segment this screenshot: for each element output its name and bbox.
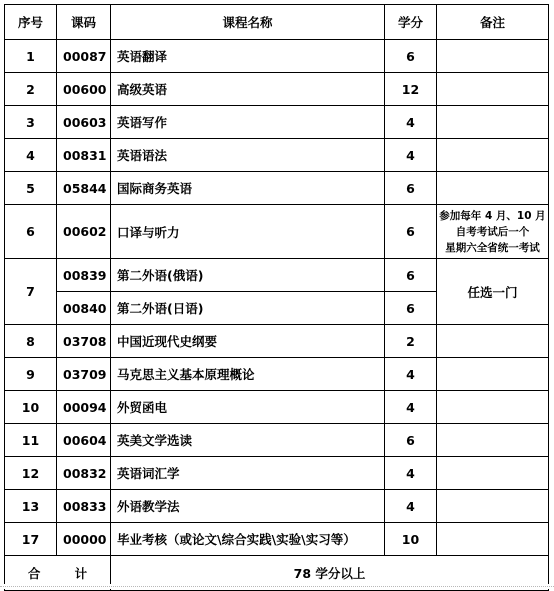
course-name: 英语语法 xyxy=(111,139,385,172)
row-number: 5 xyxy=(5,172,57,205)
course-code: 00839 xyxy=(57,259,111,292)
course-note xyxy=(437,523,549,556)
table-header-row xyxy=(5,5,549,40)
course-code: 03708 xyxy=(57,325,111,358)
row-number: 13 xyxy=(5,490,57,523)
table-row xyxy=(5,40,549,73)
course-name: 英语翻译 xyxy=(111,40,385,73)
row-number: 1 xyxy=(5,40,57,73)
cropped-text-strip xyxy=(0,584,554,589)
strip-line xyxy=(0,586,554,588)
course-code: 00603 xyxy=(57,106,111,139)
course-credit: 6 xyxy=(385,424,437,457)
course-note xyxy=(437,490,549,523)
table-row xyxy=(5,457,549,490)
table-row xyxy=(5,325,549,358)
course-note xyxy=(437,106,549,139)
header-name: 课程名称 xyxy=(111,5,385,40)
course-name: 国际商务英语 xyxy=(111,172,385,205)
row-number: 7 xyxy=(5,259,57,325)
course-credit: 10 xyxy=(385,523,437,556)
row-number: 10 xyxy=(5,391,57,424)
table-row xyxy=(5,424,549,457)
header-code: 课码 xyxy=(57,5,111,40)
course-code: 00840 xyxy=(57,292,111,325)
course-note xyxy=(437,358,549,391)
table-row xyxy=(5,172,549,205)
course-note xyxy=(437,457,549,490)
course-note xyxy=(437,139,549,172)
course-code: 00087 xyxy=(57,40,111,73)
course-code: 00602 xyxy=(57,205,111,259)
course-code: 00604 xyxy=(57,424,111,457)
course-name: 高级英语 xyxy=(111,73,385,106)
table-row xyxy=(5,139,549,172)
course-table xyxy=(4,4,549,591)
course-credit: 4 xyxy=(385,457,437,490)
course-note: 任选一门 xyxy=(437,259,549,325)
course-name: 英美文学选读 xyxy=(111,424,385,457)
course-credit: 6 xyxy=(385,292,437,325)
table-row xyxy=(5,106,549,139)
course-code: 00831 xyxy=(57,139,111,172)
course-credit: 6 xyxy=(385,40,437,73)
course-credit: 4 xyxy=(385,358,437,391)
course-note xyxy=(437,391,549,424)
course-name: 英语词汇学 xyxy=(111,457,385,490)
course-name: 口译与听力 xyxy=(111,205,385,259)
note-line: 参加每年 4 月、10 月 xyxy=(439,209,546,222)
course-code: 00832 xyxy=(57,457,111,490)
course-code: 00600 xyxy=(57,73,111,106)
course-name: 第二外语(俄语) xyxy=(111,259,385,292)
row-number: 9 xyxy=(5,358,57,391)
course-name: 马克思主义基本原理概论 xyxy=(111,358,385,391)
course-code: 00094 xyxy=(57,391,111,424)
course-credit: 4 xyxy=(385,391,437,424)
course-name: 外语教学法 xyxy=(111,490,385,523)
header-credit: 学分 xyxy=(385,5,437,40)
course-code: 05844 xyxy=(57,172,111,205)
course-note xyxy=(437,73,549,106)
row-number: 11 xyxy=(5,424,57,457)
course-credit: 12 xyxy=(385,73,437,106)
course-credit: 2 xyxy=(385,325,437,358)
course-credit: 4 xyxy=(385,139,437,172)
course-note xyxy=(437,205,549,259)
row-number: 4 xyxy=(5,139,57,172)
course-code: 03709 xyxy=(57,358,111,391)
note-line: 星期六全省统一考试 xyxy=(445,241,540,254)
table-row xyxy=(5,490,549,523)
table-row xyxy=(5,73,549,106)
row-number: 12 xyxy=(5,457,57,490)
course-note xyxy=(437,172,549,205)
table-row xyxy=(5,391,549,424)
course-credit: 4 xyxy=(385,106,437,139)
row-number: 8 xyxy=(5,325,57,358)
row-number: 6 xyxy=(5,205,57,259)
course-code: 00833 xyxy=(57,490,111,523)
row-number: 3 xyxy=(5,106,57,139)
table-row xyxy=(5,523,549,556)
course-credit: 4 xyxy=(385,490,437,523)
course-credit: 6 xyxy=(385,205,437,259)
note-line: 自考考试后一个 xyxy=(455,225,530,238)
course-note xyxy=(437,424,549,457)
course-name: 外贸函电 xyxy=(111,391,385,424)
table-row xyxy=(5,259,549,292)
table-row xyxy=(5,205,549,259)
course-name: 中国近现代史纲要 xyxy=(111,325,385,358)
header-note: 备注 xyxy=(437,5,549,40)
course-name: 英语写作 xyxy=(111,106,385,139)
course-credit: 6 xyxy=(385,172,437,205)
row-number: 17 xyxy=(5,523,57,556)
total-label: 合 计 xyxy=(5,556,111,591)
course-credit: 6 xyxy=(385,259,437,292)
course-name: 毕业考核（或论文\综合实践\实验\实习等） xyxy=(111,523,385,556)
table-row xyxy=(5,358,549,391)
course-note xyxy=(437,325,549,358)
course-code: 00000 xyxy=(57,523,111,556)
course-note xyxy=(437,40,549,73)
total-value: 78 学分以上 xyxy=(111,556,549,591)
header-no: 序号 xyxy=(5,5,57,40)
row-number: 2 xyxy=(5,73,57,106)
course-name: 第二外语(日语) xyxy=(111,292,385,325)
